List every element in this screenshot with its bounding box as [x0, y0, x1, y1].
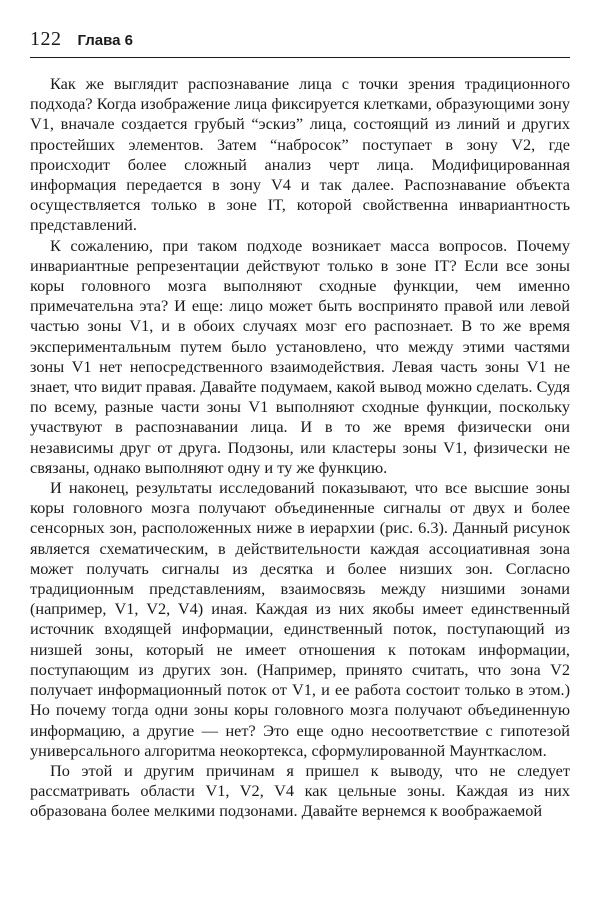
book-page — [30, 28, 570, 822]
paragraph-4: По этой и другим причинам я пришел к выводу, что не следует рассматривать области V1, V2, V4 как цельные зоны. Каждая из них образована более мелкими подзонами. Давайте вернемся к воображаемой — [30, 760, 570, 821]
paragraph-2: К сожалению, при таком подходе возникает масса вопросов. Почему инвариантные репрезентации действуют только в зоне IT? Если все зоны коры головного мозга выполняют сходные функции, чем именно примечательна эта? И еще: лицо может быть воспринято правой или левой частью зоны V1, и в обоих случаях мозг его распознает. В то же время экспериментальным путем было установлено, что между этими частями зоны V1 нет непосредственного взаимодействия. Левая часть зоны V1 не знает, что видит правая. Давайте подумаем, какой вывод можно сделать. Судя по всему, разные части зоны V1 выполняют сходные функции, поскольку участвуют в распознавании лица. И в то же время физически они независимы друг от друга. Подзоны, или кластеры зоны V1, физически не связаны, однако выполняют одну и ту же функцию. — [30, 235, 570, 477]
paragraph-1: Как же выглядит распознавание лица с точки зрения традиционного подхода? Когда изображение лица фиксируется клетками, образующими зону V1, вначале создается грубый “эскиз” лица, состоящий из линий и других простейших элементов. Затем “набросок” поступает в зону V2, где происходит более сложный анализ черт лица. Модифицированная информация передается в зону V4 и так далее. Распознавание объекта осуществляется только в зоне IT, которой свойственна инвариантность представлений. — [30, 74, 570, 235]
page-number: 122 — [30, 28, 62, 50]
body-text — [30, 74, 570, 822]
chapter-title: Глава 6 — [77, 32, 134, 49]
paragraph-3: И наконец, результаты исследований показывают, что все высшие зоны коры головного мозга получают объединенные сигналы от двух и более сенсорных зон, расположенных ниже в иерархии (рис. 6.3). Данный рисунок является схематическим, в действительности каждая ассоциативная зона может получать сигналы из десятка и более низших зон. Согласно традиционным представлениям, взаимосвязь между низшими зонами (например, V1, V2, V4) иная. Каждая из них якобы имеет единственный источник входящей информации, единственный поток, поступающий из низшей зоны, который не имеет отношения к потокам информации, поступающим из других зон. (Например, принято считать, что зона V2 получает информационный поток от V1, и ее работа состоит только в этом.) Но почему тогда одни зоны коры головного мозга получают объединенную информацию, а другие — нет? Это еще одно несоответствие с гипотезой универсального алгоритма неокортекса, сформулированной Маунткаслом. — [30, 478, 570, 760]
running-head — [30, 28, 570, 58]
